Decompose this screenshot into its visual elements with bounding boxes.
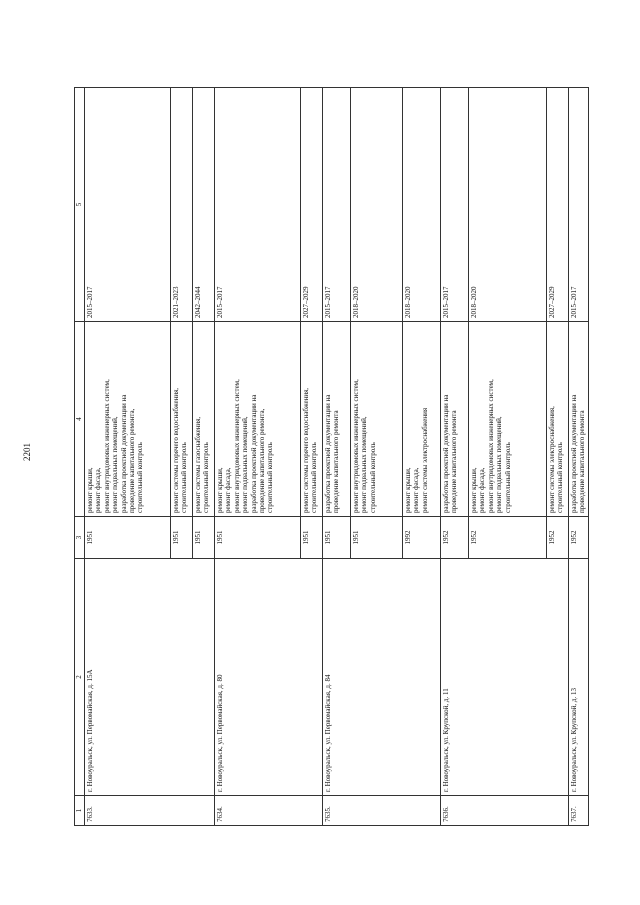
column-number-row [75, 88, 85, 826]
works-list [215, 322, 301, 517]
commissioning-year: 1951 [85, 517, 171, 559]
work-item: проведение капитального ремонта [332, 410, 341, 513]
commissioning-year: 1992 [403, 517, 441, 559]
repair-period: 2015–2017 [569, 88, 589, 322]
repair-schedule-table [74, 87, 589, 826]
column-header-3: 3 [75, 517, 85, 559]
works-list [193, 322, 215, 517]
row-number: 7637. [569, 796, 589, 826]
work-item: строительный контроль [310, 442, 319, 513]
works-list [569, 322, 589, 517]
work-item: ремонт системы горячего водоснабжения, [172, 387, 180, 513]
works-list [85, 322, 171, 517]
work-item: разработка проектной документации на [119, 394, 128, 513]
commissioning-year: 1951 [215, 517, 301, 559]
column-header-1: 1 [75, 796, 85, 826]
commissioning-year: 1952 [441, 517, 469, 559]
building-address: г. Новоуральск, ул. Первомайская, д. 15А [85, 559, 215, 796]
commissioning-year: 1951 [323, 517, 351, 559]
work-item: ремонт подвальных помещений, [360, 416, 369, 513]
repair-period: 2018–2020 [403, 88, 441, 322]
commissioning-year: 1952 [569, 517, 589, 559]
column-header-2: 2 [75, 559, 85, 796]
repair-period: 2015–2017 [215, 88, 301, 322]
column-header-4: 4 [75, 322, 85, 517]
works-list [301, 322, 323, 517]
row-number: 7636. [441, 796, 569, 826]
repair-period: 2021–2023 [171, 88, 193, 322]
work-item: проведение капитального ремонта, [127, 408, 136, 513]
work-item: ремонт фасада, [412, 467, 421, 513]
row-number: 7635. [323, 796, 441, 826]
work-item: разработка проектной документации на [249, 394, 258, 513]
work-item: ремонт крыши, [404, 467, 412, 513]
building-address: г. Новоуральск, ул. Крупской, д. 11 [441, 559, 569, 796]
work-item: разработка проектной документации на [324, 394, 332, 513]
work-item: ремонт подвальных помещений, [111, 416, 120, 513]
work-item: проведение капитального ремонта [450, 410, 459, 513]
works-list [547, 322, 569, 517]
works-list [441, 322, 469, 517]
work-item: строительный контроль [136, 442, 145, 513]
works-list [323, 322, 351, 517]
table-row [85, 88, 171, 826]
work-item: ремонт крыши, [470, 467, 478, 513]
work-item: ремонт подвальных помещений, [495, 416, 504, 513]
work-item: разработка проектной документации на [570, 394, 578, 513]
work-item: ремонт фасада, [94, 467, 103, 513]
work-item: строительный контроль [180, 442, 189, 513]
commissioning-year: 1951 [171, 517, 193, 559]
repair-period: 2015–2017 [323, 88, 351, 322]
table-row [569, 88, 589, 826]
repair-period: 2027–2029 [301, 88, 323, 322]
commissioning-year: 1951 [193, 517, 215, 559]
work-item: ремонт фасада, [478, 467, 487, 513]
works-list [351, 322, 403, 517]
repair-period: 2015–2017 [441, 88, 469, 322]
work-item: ремонт системы газоснабжения, [194, 416, 202, 513]
building-address: г. Новоуральск, ул. Крупской, д. 13 [569, 559, 589, 796]
works-list [469, 322, 547, 517]
building-address: г. Новоуральск, ул. Первомайская, д. 84 [323, 559, 441, 796]
table-row [323, 88, 351, 826]
work-item: проведение капитального ремонта, [257, 408, 266, 513]
page-number: 2201 [22, 443, 32, 461]
repair-period: 2027–2029 [547, 88, 569, 322]
row-number: 7633. [85, 796, 215, 826]
table-row [215, 88, 301, 826]
rotated-table-wrapper [74, 88, 589, 826]
work-item: проведение капитального ремонта [578, 410, 587, 513]
work-item: строительный контроль [556, 442, 565, 513]
work-item: ремонт системы электроснабжения, [548, 406, 556, 513]
commissioning-year: 1952 [547, 517, 569, 559]
repair-period: 2015–2017 [85, 88, 171, 322]
column-header-5: 5 [75, 88, 85, 322]
work-item: ремонт системы горячего водоснабжения, [302, 387, 310, 513]
work-item: ремонт подвальных помещений, [241, 416, 250, 513]
commissioning-year: 1952 [469, 517, 547, 559]
building-address: г. Новоуральск, ул. Первомайская, д. 80 [215, 559, 323, 796]
work-item: ремонт крыши, [86, 467, 94, 513]
commissioning-year: 1951 [351, 517, 403, 559]
repair-period: 2018–2020 [351, 88, 403, 322]
works-list [171, 322, 193, 517]
row-number: 7634. [215, 796, 323, 826]
work-item: строительный контроль [266, 442, 275, 513]
table-body [85, 88, 589, 826]
repair-period: 2042–2044 [193, 88, 215, 322]
repair-period: 2018–2020 [469, 88, 547, 322]
work-item: ремонт внутридомовых инженерных систем, [352, 379, 360, 513]
work-item: ремонт внутридомовых инженерных систем, [486, 379, 495, 513]
work-item: ремонт внутридомовых инженерных систем, [102, 379, 111, 513]
work-item: строительный контроль [368, 442, 377, 513]
commissioning-year: 1951 [301, 517, 323, 559]
works-list [403, 322, 441, 517]
work-item: строительный контроль [202, 442, 211, 513]
work-item: ремонт крыши, [216, 467, 224, 513]
table-row [441, 88, 469, 826]
work-item: разработка проектной документации на [442, 394, 450, 513]
work-item: строительный контроль [503, 442, 512, 513]
work-item: ремонт системы электроснабжения [420, 407, 429, 513]
work-item: ремонт внутридомовых инженерных систем, [232, 379, 241, 513]
work-item: ремонт фасада, [224, 467, 233, 513]
